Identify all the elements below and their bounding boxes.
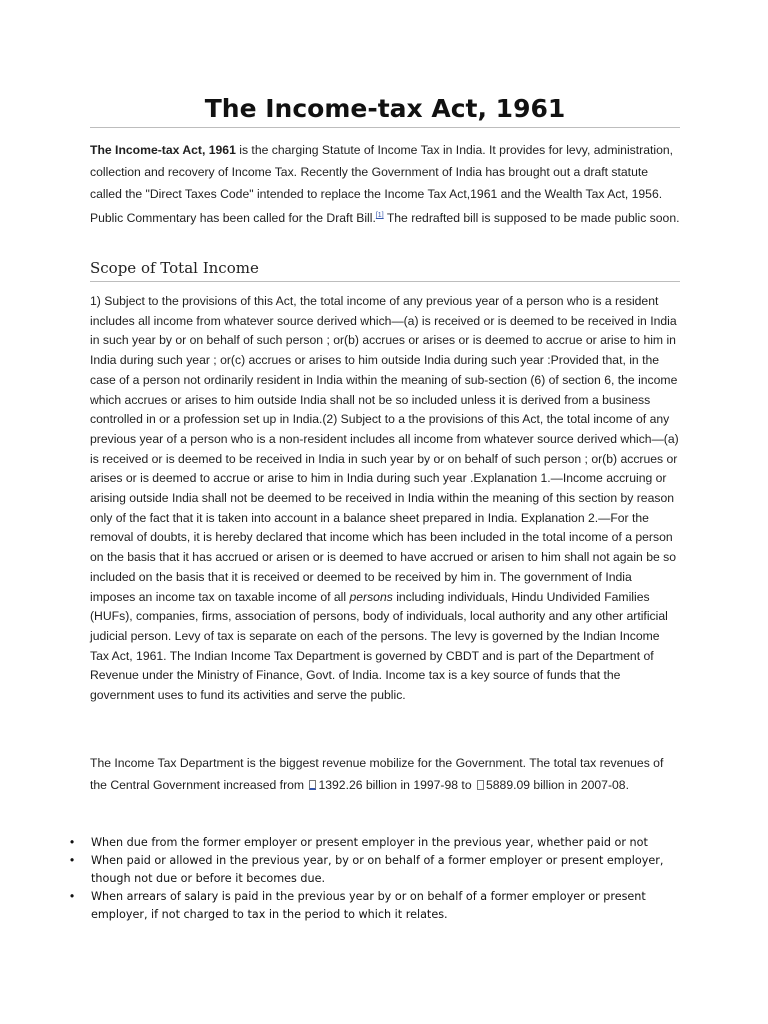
bullet-icon: •	[68, 836, 76, 849]
scope-text-after: including individuals, Hindu Undivided Families (HUFs), companies, firms, association of persons, body of individuals, local authority and any other artificial judicial person. Levy of tax is separate on each of the persons. The levy is governed by the Indian Income Tax Act, 1961. The Indian Income Tax Department is governed by CBDT and is part of the Department of Revenue under the Ministry of Finance, Govt. of India. Income tax is a key source of funds that the government uses to fund its activities and serve the public.	[90, 589, 668, 703]
rupee-symbol-icon[interactable]	[309, 780, 316, 790]
intro-tail: The redrafted bill is supposed to be made public soon.	[383, 211, 680, 226]
intro-paragraph	[90, 139, 680, 229]
footnote-ref-link[interactable]: [1]	[375, 212, 384, 219]
list-item-text: When paid or allowed in the previous year, by or on behalf of a former employer or present employer, though not due or before it becomes due.	[91, 854, 664, 885]
title-divider	[90, 127, 680, 128]
list-item	[67, 852, 687, 888]
scope-text-before: 1) Subject to the provisions of this Act, the total income of any previous year of a person who is a resident includes all income from whatever source derived which—(a) is received or is deemed to be received in India in such year by or on behalf of such person ; or(b) accrues or arises or is deemed to accrue or arise to him in India during such year ; or(c) accrues or arises to him outside India during such year :Provided that, in the case of a person not ordinarily resident in India within the meaning of sub-section (6) of section 6, the income which accrues or arises to him outside India shall not be so included unless it is derived from a business controlled in or a profession set up in India.(2) Subject to a the provisions of this Act, the total income of any previous year of a person who is a non-resident includes all income from whatever source derived which—(a) is received or is deemed to be received in India in such year by or on behalf of such person ; or(b) accrues or arises or is deemed to accrue or arise to him in India during such year .Explanation 1.—Income accruing or arising outside India shall not be deemed to be received in India within the meaning of this section by reason only of the fact that it is taken into account in a balance sheet prepared in India. Explanation 2.—For the removal of doubts, it is hereby declared that income which has been included in the total income of a person on the basis that it has accrued or arisen or is deemed to have accrued or arisen to him shall not again be so included on the basis that it is received or deemed to be received by him in. The government of India imposes an income tax on taxable income of all	[90, 294, 679, 604]
revenue-value-2: 5889.09 billion in 2007-08.	[485, 778, 629, 792]
salary-bullet-list	[67, 834, 687, 924]
section-heading-scope: Scope of Total Income	[90, 259, 259, 277]
list-item	[67, 888, 687, 924]
revenue-value-1: 1392.26 billion in 1997-98 to	[318, 778, 475, 792]
list-item-text: When arrears of salary is paid in the previous year by or on behalf of a former employer or present employer, if not charged to tax in the period to which it relates.	[91, 890, 646, 921]
intro-text: is the charging Statute of Income Tax in India. It provides for levy, administration, collection and recovery of Income Tax. Recently the Government of India has brought out a draft statute called the "Direct Taxes Code" intended to replace the Income Tax Act,1961 and the Wealth Tax Act, 1956. Public Commentary has been called for the Draft Bill.	[90, 143, 674, 226]
rupee-symbol-icon	[477, 780, 484, 790]
list-item	[67, 834, 687, 852]
section-divider	[90, 281, 680, 282]
list-item-text: When due from the former employer or present employer in the previous year, whether paid or not	[91, 836, 648, 849]
bullet-icon: •	[68, 854, 76, 867]
scope-paragraph	[90, 292, 680, 706]
bullet-icon: •	[68, 890, 76, 903]
scope-italic-persons: persons	[349, 589, 393, 604]
page-title: The Income-tax Act, 1961	[204, 94, 566, 123]
revenue-text: The Income Tax Department is the biggest revenue mobilize for the Government. The total tax revenues of the Central Government increased from	[90, 756, 664, 792]
revenue-paragraph	[90, 752, 680, 796]
intro-lead: The Income-tax Act, 1961	[90, 143, 236, 157]
